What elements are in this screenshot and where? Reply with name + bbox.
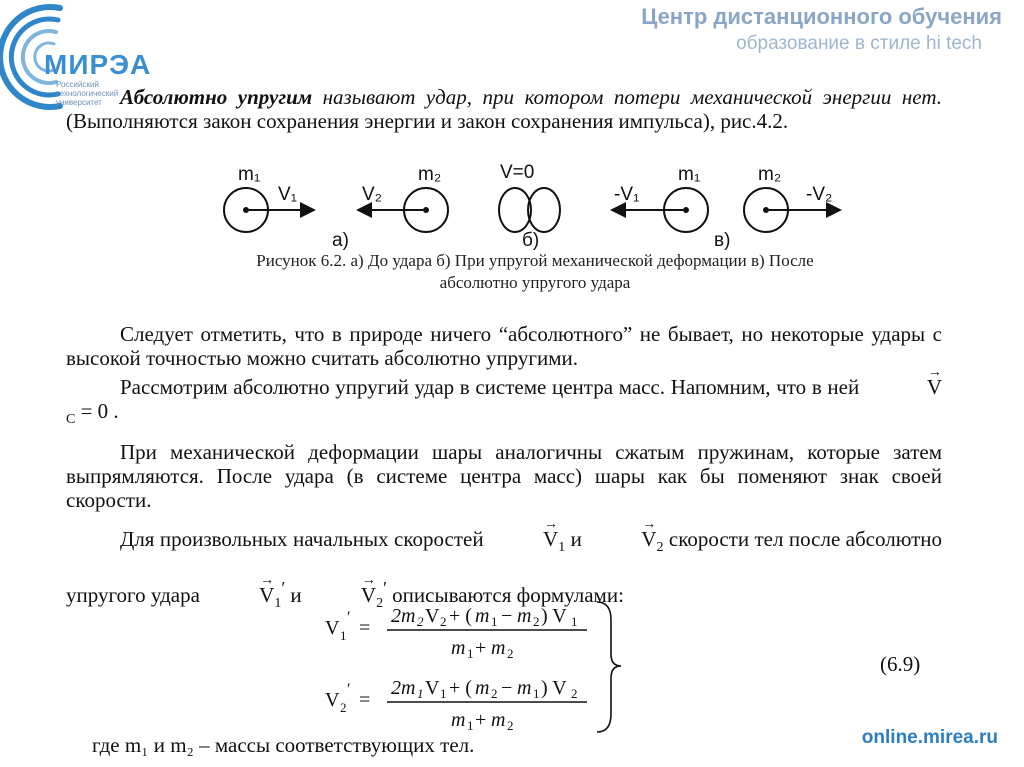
figure-caption: Рисунок 6.2. а) До удара б) При упругой механической деформации в) После абсолютно упругого удара xyxy=(256,251,814,292)
header-title: Центр дистанционного обучения xyxy=(641,4,1002,29)
label-m2-after: m₂ xyxy=(758,164,782,185)
svg-text:+: + xyxy=(475,637,487,659)
svg-text:−: − xyxy=(501,677,513,699)
svg-text:m: m xyxy=(451,637,466,659)
label-v0: V=0 xyxy=(500,162,535,183)
ball-deformed-2 xyxy=(528,188,560,232)
svg-text:2: 2 xyxy=(491,686,498,701)
svg-text:2: 2 xyxy=(440,614,447,629)
svg-text:+ (: + ( xyxy=(449,605,472,627)
label-neg-v1: -V₁ xyxy=(614,184,640,205)
paragraph-definition xyxy=(66,85,942,133)
svg-text:′: ′ xyxy=(347,609,351,626)
svg-text:1: 1 xyxy=(417,686,424,701)
svg-text:m: m xyxy=(491,637,506,659)
svg-text:1: 1 xyxy=(467,646,474,661)
svg-text:m: m xyxy=(517,677,532,699)
label-m1: m₁ xyxy=(238,164,261,185)
footer-url[interactable]: online.mirea.ru xyxy=(861,727,998,748)
svg-text:V: V xyxy=(325,689,340,711)
svg-text:1: 1 xyxy=(467,718,474,733)
svg-text:) V: ) V xyxy=(541,605,567,627)
svg-text:+: + xyxy=(475,709,487,731)
svg-text:1: 1 xyxy=(491,614,498,629)
label-a: а) xyxy=(332,230,349,251)
definition-italic: называют удар, при котором потери механической энергии нет. xyxy=(312,85,942,109)
svg-text:m: m xyxy=(491,709,506,731)
label-v2: V₂ xyxy=(362,184,383,205)
label-v1: V₁ xyxy=(278,184,298,205)
svg-text:2: 2 xyxy=(533,614,540,629)
svg-text:1: 1 xyxy=(533,686,540,701)
paragraph-center-of-mass: Рассмотрим абсолютно упругий удар в системе центра масс. Напомним, что в ней → $V_C = 0$ . xyxy=(66,375,942,432)
svg-text:1: 1 xyxy=(440,686,447,701)
svg-text:=: = xyxy=(359,617,371,639)
svg-text:1: 1 xyxy=(571,614,578,629)
label-c: в) xyxy=(714,230,731,251)
paragraph-velocities: Для произвольных начальных скоростей → $V_1$ $и \to V_2$ скорости тел после абсолютно упругого удара → $V_1'$ $и \to V_2'$ описываются формулами: xyxy=(66,519,942,624)
svg-text:2m: 2m xyxy=(391,605,416,627)
ball-deformed-1 xyxy=(499,188,531,232)
paragraph-deformation: При механической деформации шары аналогичны сжатым пружинам, которые затем выпрямляются. После удара (в системе центра масс) шары как бы поменяют знак своей скорости. xyxy=(66,440,942,512)
term-elastic: Абсолютно упругим xyxy=(120,85,313,109)
svg-text:2: 2 xyxy=(571,686,578,701)
svg-text:m: m xyxy=(451,709,466,731)
svg-text:2: 2 xyxy=(507,718,514,733)
svg-text:V: V xyxy=(425,605,440,627)
paragraph-remark: Следует отметить, что в природе ничего “абсолютного” не бывает, но некоторые удары с высокой точностью можно считать абсолютно упругими. xyxy=(66,322,942,370)
equation-number: (6.9) xyxy=(880,652,921,676)
svg-text:+ (: + ( xyxy=(449,677,472,699)
collision-figure xyxy=(210,160,850,256)
formula-6-9 xyxy=(325,596,625,736)
logo-text: МИРЭА xyxy=(44,49,152,80)
svg-text:m: m xyxy=(517,605,532,627)
definition-plain: (Выполняются закон сохранения энергии и закон сохранения импульса), рис.4.2. xyxy=(66,109,789,133)
svg-text:2: 2 xyxy=(417,614,424,629)
svg-text:1: 1 xyxy=(340,628,347,643)
logo-caption: Российский технологический университет xyxy=(56,80,119,107)
svg-text:−: − xyxy=(501,605,513,627)
svg-text:m: m xyxy=(475,605,490,627)
svg-text:V: V xyxy=(325,617,340,639)
svg-text:2m: 2m xyxy=(391,677,416,699)
label-m1-after: m₁ xyxy=(678,164,701,185)
svg-text:2: 2 xyxy=(507,646,514,661)
svg-text:) V: ) V xyxy=(541,677,567,699)
label-m2: m₂ xyxy=(418,164,442,185)
svg-text:′: ′ xyxy=(347,681,351,698)
svg-text:=: = xyxy=(359,689,371,711)
label-b: б) xyxy=(522,230,540,251)
masses-note: где m₁ и m₂ – массы соответствующих тел. xyxy=(92,733,475,757)
svg-text:V: V xyxy=(425,677,440,699)
svg-text:2: 2 xyxy=(340,700,347,715)
svg-text:m: m xyxy=(475,677,490,699)
header-subtitle: образование в стиле hi tech xyxy=(736,33,982,54)
formula-vc: → $V_C = 0$ . xyxy=(66,375,942,423)
label-neg-v2: -V₂ xyxy=(806,184,833,205)
